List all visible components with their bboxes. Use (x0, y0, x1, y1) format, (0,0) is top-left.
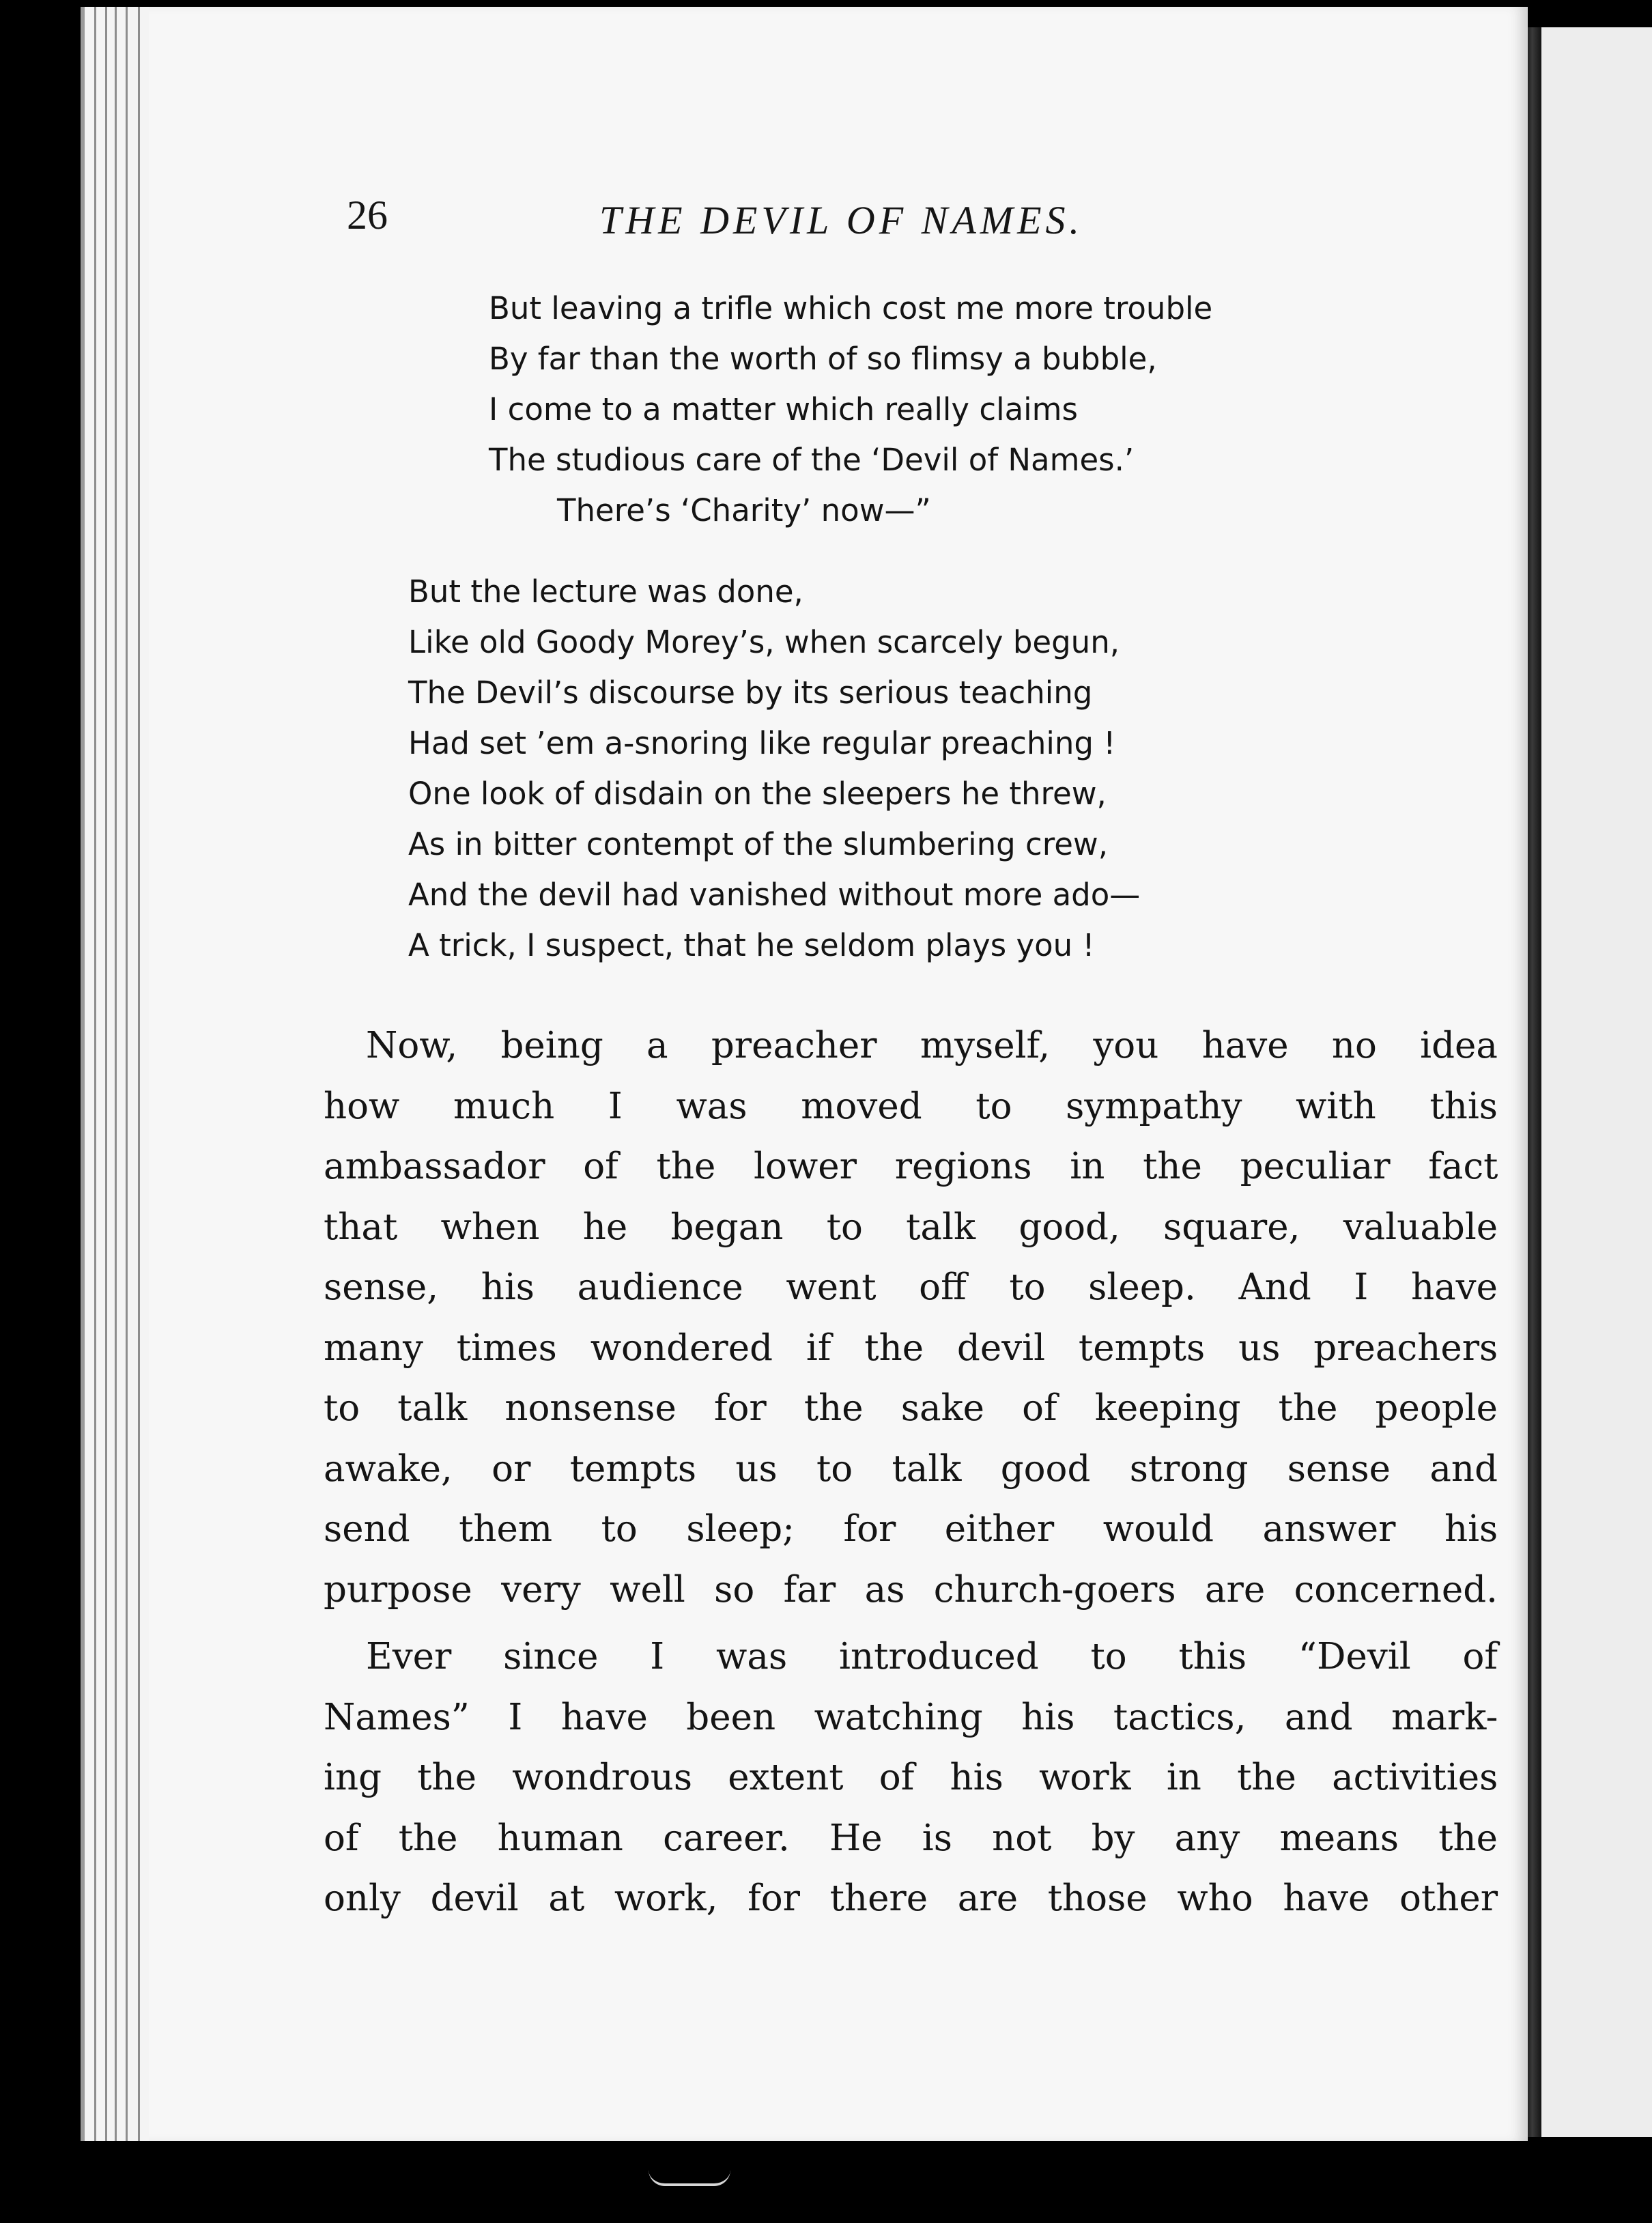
paragraph-line: Ever since I was introduced to this “Devil of (366, 1636, 1498, 1677)
verse-line: The Devil’s discourse by its serious teaching (408, 675, 1093, 711)
verse-line: By far than the worth of so flimsy a bubble, (489, 341, 1157, 377)
verse-line: Like old Goody Morey’s, when scarcely begun, (408, 624, 1120, 660)
paragraph-line: only devil at work, for there are those who have other (324, 1878, 1498, 1919)
binding-gutter (1526, 27, 1541, 2137)
paragraph-line: ing the wondrous extent of his work in the activities (324, 1757, 1498, 1798)
scan-smudge (649, 2170, 730, 2186)
page-edge-line (126, 7, 128, 2141)
paragraph-line: many times wondered if the devil tempts us preachers (324, 1327, 1498, 1369)
paragraph-line: of the human career. He is not by any means the (324, 1817, 1498, 1859)
page-edge-line (138, 7, 140, 2141)
paragraph-line: ambassador of the lower regions in the peculiar fact (324, 1146, 1498, 1187)
paragraph-line: Now, being a preacher myself, you have no idea (366, 1025, 1498, 1066)
paragraph-line: Names” I have been watching his tactics, and mark- (324, 1696, 1498, 1738)
verse-stanza-2 (408, 567, 1140, 971)
page-edge-stack (81, 7, 153, 2141)
verse-line: I come to a matter which really claims (489, 391, 1078, 427)
verse-line: There’s ‘Charity’ now—” (557, 492, 931, 528)
verse-line: One look of disdain on the sleepers he threw, (408, 776, 1107, 812)
page-edge-line (115, 7, 117, 2141)
running-header (149, 184, 1528, 246)
paragraph-line: how much I was moved to sympathy with this (324, 1085, 1498, 1127)
paragraph-2 (324, 1627, 1498, 1929)
paragraph-line: sense, his audience went off to sleep. And I have (324, 1266, 1498, 1308)
paragraph-line: awake, or tempts us to talk good strong sense and (324, 1447, 1498, 1490)
verse-line: But the lecture was done, (408, 574, 803, 610)
verse-stanza-1 (489, 283, 1212, 536)
verse-line: But leaving a trifle which cost me more trouble (489, 290, 1213, 326)
verse-line: And the devil had vanished without more ado— (408, 877, 1141, 913)
verse-line: As in bitter contempt of the slumbering crew, (408, 826, 1109, 862)
facing-page-edge (1528, 27, 1652, 2137)
verse-line: The studious care of the ‘Devil of Names.’ (489, 442, 1135, 478)
page-number: 26 (347, 193, 388, 238)
paragraph-line: send them to sleep; for either would answer his (324, 1508, 1498, 1550)
verse-line: A trick, I suspect, that he seldom plays you ! (408, 927, 1095, 963)
page-edge-line (94, 7, 96, 2141)
paragraph-line: to talk nonsense for the sake of keeping the people (324, 1387, 1498, 1429)
running-title: THE DEVIL OF NAMES. (599, 198, 1084, 242)
verse-line: Had set ’em a-snoring like regular preaching ! (408, 725, 1116, 761)
paragraph-1 (324, 1016, 1498, 1620)
book-page (149, 7, 1528, 2141)
paragraph-line: that when he began to talk good, square, valuable (324, 1206, 1498, 1248)
paragraph-line: purpose very well so far as church-goers are concerned. (324, 1568, 1498, 1611)
page-edge-line (105, 7, 107, 2141)
